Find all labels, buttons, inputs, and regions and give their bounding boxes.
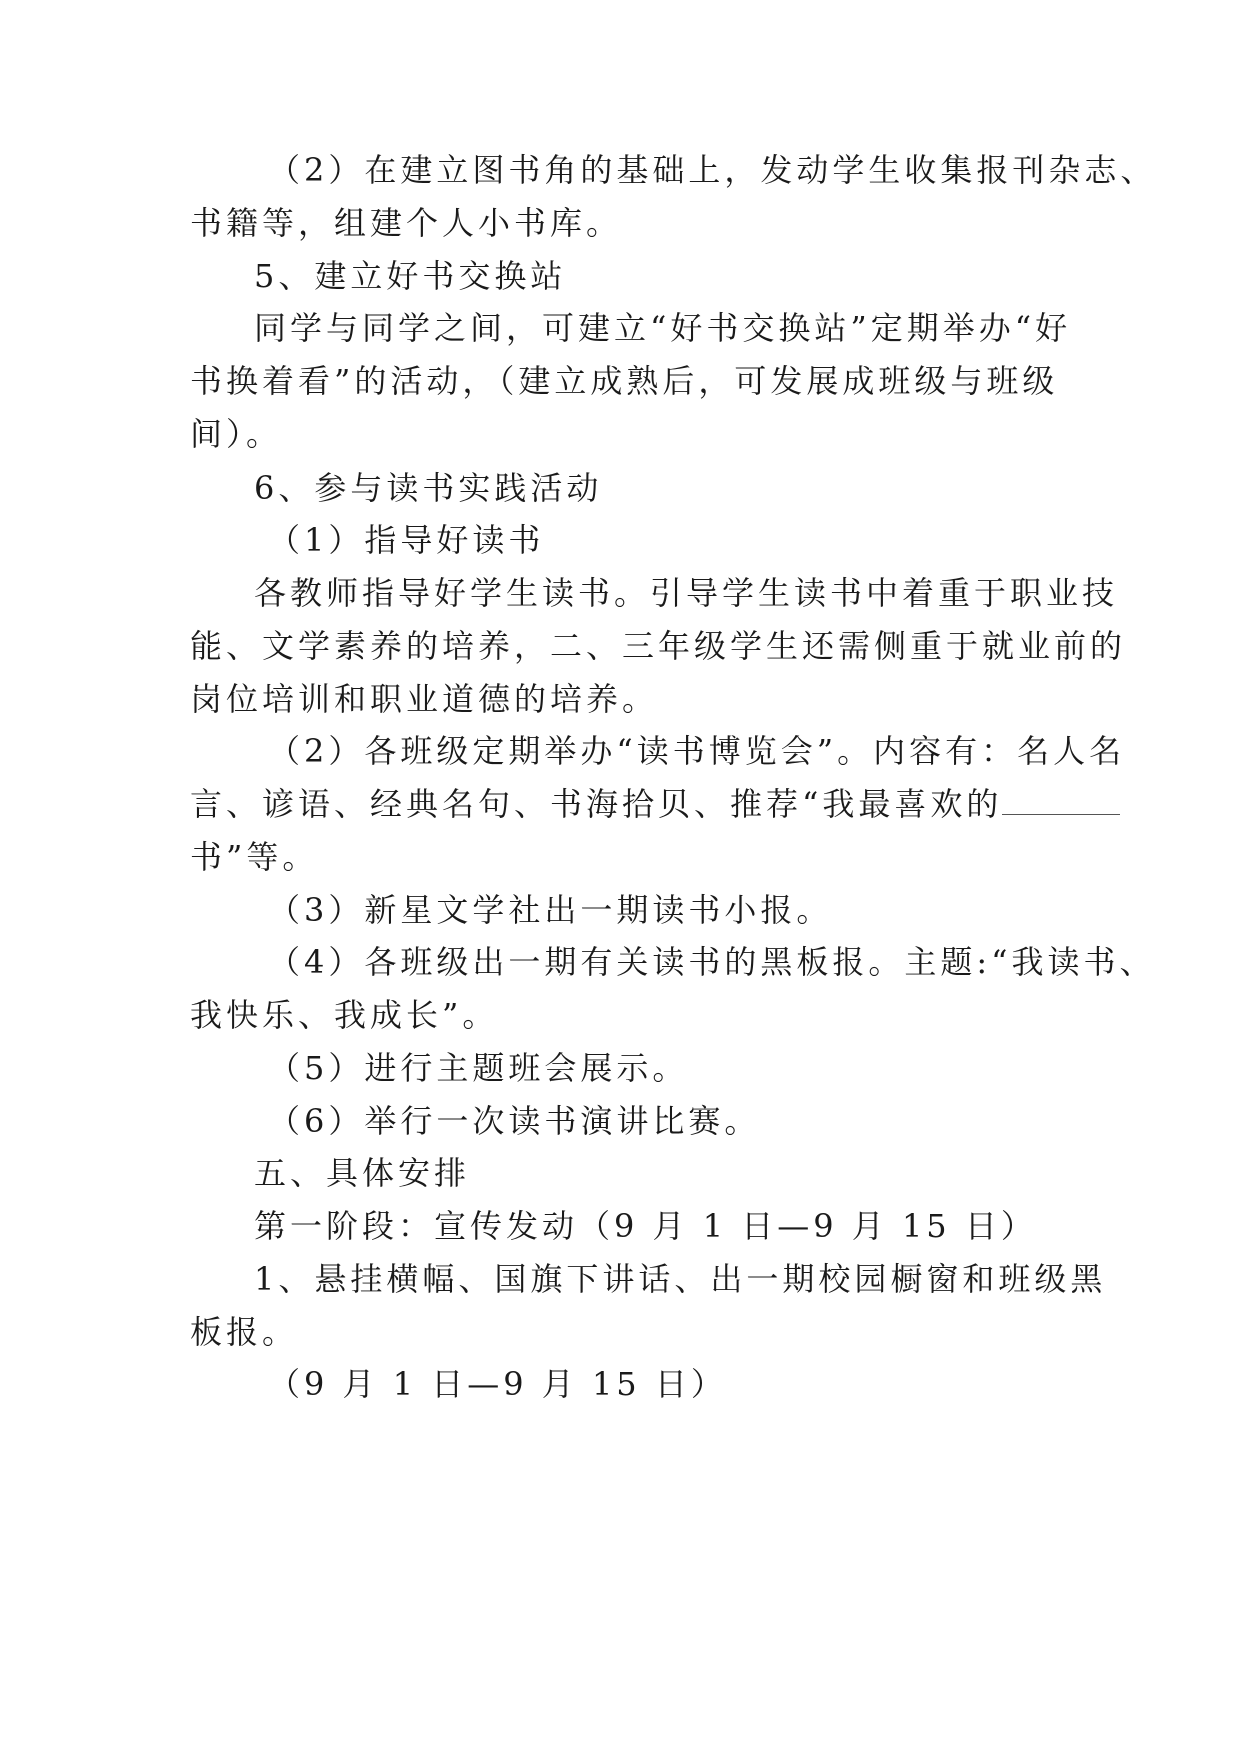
text-line: （4）各班级出一期有关读书的黑板报。主题:“我读书、 bbox=[268, 943, 1156, 981]
text-line: （6）举行一次读书演讲比赛。 bbox=[268, 1102, 761, 1140]
text-segment: 言、谚语、经典名句、书海拾贝、推荐“我最喜欢的 bbox=[190, 785, 1003, 823]
text-line: （3）新星文学社出一期读书小报。 bbox=[268, 891, 833, 929]
text-line: 我快乐、我成长”。 bbox=[190, 996, 499, 1034]
text-line: 书”等。 bbox=[190, 838, 319, 876]
fill-in-blank bbox=[1002, 786, 1120, 815]
text-line: 五、具体安排 bbox=[254, 1154, 471, 1192]
text-line: 书换着看”的活动，（建立成熟后，可发展成班级与班级 bbox=[190, 362, 1059, 400]
text-line: 能、文学素养的培养，二、三年级学生还需侧重于就业前的 bbox=[190, 627, 1127, 665]
text-line: 1、悬挂横幅、国旗下讲话、出一期校园橱窗和班级黑 bbox=[254, 1260, 1107, 1298]
text-line: 同学与同学之间，可建立“好书交换站”定期举办“好 bbox=[254, 309, 1072, 347]
text-line: 6、参与读书实践活动 bbox=[254, 469, 603, 507]
text-line: 间）。 bbox=[190, 415, 283, 453]
text-line: （2）在建立图书角的基础上，发动学生收集报刊杂志、 bbox=[268, 151, 1157, 189]
text-line: 岗位培训和职业道德的培养。 bbox=[190, 680, 659, 718]
text-line: （1）指导好读书 bbox=[268, 521, 545, 559]
text-line: （2）各班级定期举办“读书博览会”。内容有：名人名 bbox=[268, 732, 1126, 770]
text-line: （9 月 1 日—9 月 15 日） bbox=[268, 1365, 727, 1403]
text-line: 5、建立好书交换站 bbox=[254, 257, 567, 295]
text-line: 各教师指导好学生读书。引导学生读书中着重于职业技 bbox=[254, 574, 1119, 612]
text-line: 板报。 bbox=[190, 1313, 299, 1351]
text-line: 第一阶段：宣传发动（9 月 1 日—9 月 15 日） bbox=[254, 1207, 1037, 1245]
text-line bbox=[190, 784, 1070, 824]
text-line: 书籍等，组建个人小书库。 bbox=[190, 204, 623, 242]
text-line: （5）进行主题班会展示。 bbox=[268, 1049, 689, 1087]
